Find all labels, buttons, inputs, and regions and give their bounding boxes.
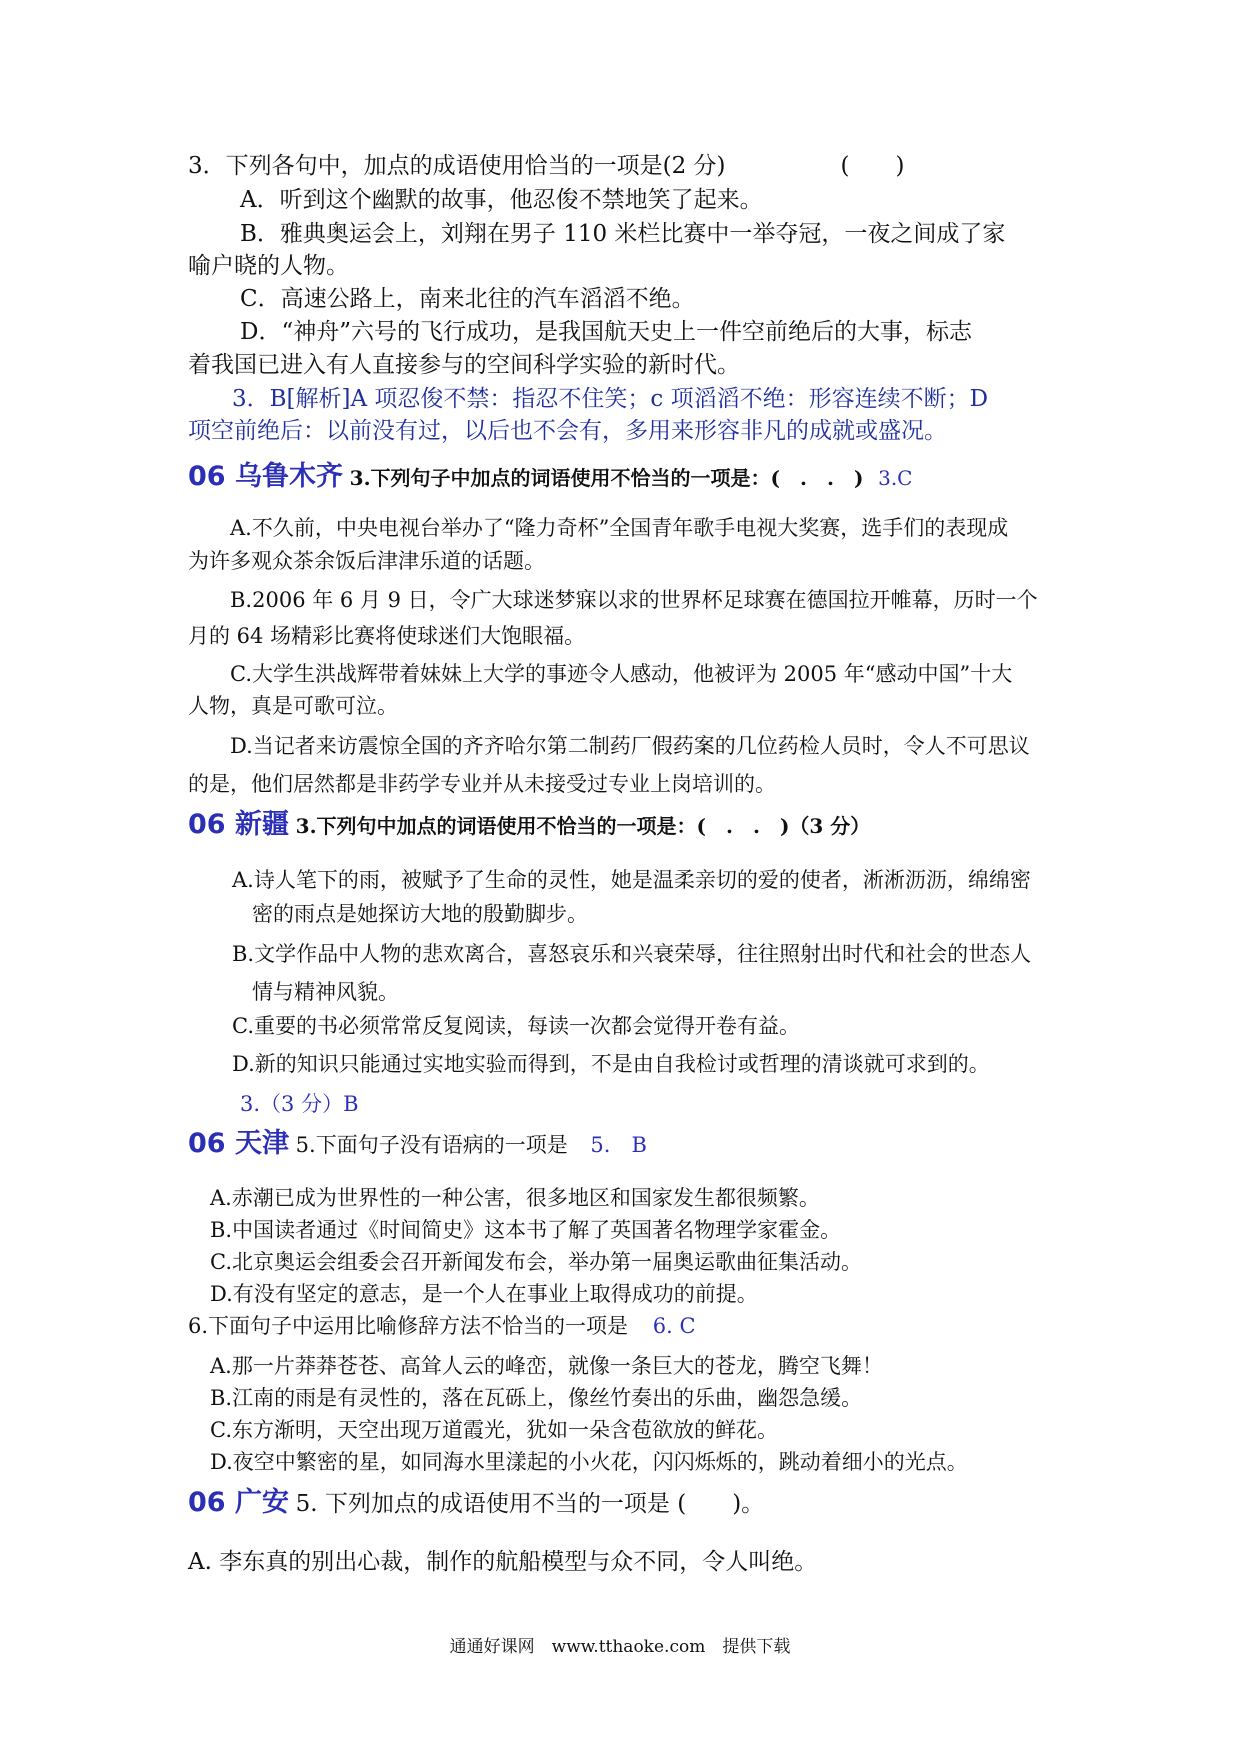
tianjin-q5-option-c: C.北京奥运会组委会召开新闻发布会，举办第一届奥运歌曲征集活动。	[210, 1250, 862, 1274]
tianjin-q6-header	[188, 1312, 696, 1340]
q3-option-d-line2: 着我国已进入有人直接参与的空间科学实验的新时代。	[188, 352, 740, 378]
q3-explanation-line1: 3．B[解析]A 项忍俊不禁：指忍不住笑；c 项滔滔不绝：形容连续不断；D	[232, 386, 989, 412]
urumqi-option-d-line1: D.当记者来访震惊全国的齐齐哈尔第二制药厂假药案的几位药检人员时，令人不可思议	[230, 734, 1030, 758]
xinjiang-option-a-line1: A.诗人笔下的雨，被赋予了生命的灵性，她是温柔亲切的爱的使者，淅淅沥沥，绵绵密	[232, 868, 1031, 892]
question-stem: 6.下面句子中运用比喻修辞方法不恰当的一项是	[188, 1314, 629, 1338]
urumqi-option-a-line2: 为许多观众茶余饭后津津乐道的话题。	[188, 549, 545, 573]
question-stem: 3.下列句子中加点的词语使用不恰当的一项是：( . . )	[349, 466, 864, 490]
tianjin-q5-option-b: B.中国读者通过《时间简史》这本书了解了英国著名物理学家霍金。	[210, 1218, 842, 1242]
q3-explanation-line2: 项空前绝后：以前没有过，以后也不会有，多用来形容非凡的成就或盛况。	[188, 418, 947, 444]
tianjin-q6-option-b: B.江南的雨是有灵性的，落在瓦砾上，像丝竹奏出的乐曲，幽怨急缓。	[210, 1386, 863, 1410]
region-title: 06 天津	[188, 1128, 289, 1159]
urumqi-option-c-line2: 人物，真是可歌可泣。	[188, 694, 398, 718]
page-footer: 通通好课网 www.tthaoke.com 提供下载	[449, 1637, 791, 1657]
tianjin-q5-option-d: D.有没有坚定的意志，是一个人在事业上取得成功的前提。	[210, 1282, 758, 1306]
tianjin-header	[188, 1125, 647, 1164]
q3-option-b-line1: B．雅典奥运会上，刘翔在男子 110 米栏比赛中一举夺冠，一夜之间成了家	[240, 221, 1006, 247]
xinjiang-option-d: D.新的知识只能通过实地实验而得到，不是由自我检讨或哲理的清谈就可求到的。	[232, 1052, 990, 1076]
region-title: 06 新疆	[188, 809, 289, 840]
urumqi-option-c-line1: C.大学生洪战辉带着妹妹上大学的事迹令人感动，他被评为 2005 年“感动中国”十大	[230, 662, 1013, 686]
xinjiang-answer: 3.（3 分）B	[240, 1092, 359, 1116]
q3-option-b-line2: 喻户晓的人物。	[188, 253, 349, 279]
tianjin-q5-option-a: A.赤潮已成为世界性的一种公害，很多地区和国家发生都很频繁。	[210, 1186, 820, 1210]
answer: 3.C	[878, 466, 913, 490]
xinjiang-option-c: C.重要的书必须常常反复阅读，每读一次都会觉得开卷有益。	[232, 1014, 800, 1038]
xinjiang-option-b-line2: 情与精神风貌。	[252, 980, 399, 1004]
urumqi-option-b-line1: B.2006 年 6 月 9 日，令广大球迷梦寐以求的世界杯足球赛在德国拉开帷幕，历时一个	[230, 588, 1038, 612]
tianjin-q6-option-c: C.东方渐明，天空出现万道霞光，犹如一朵含苞欲放的鲜花。	[210, 1418, 778, 1442]
guangan-header	[188, 1484, 764, 1523]
question-stem: 5.下面句子没有语病的一项是	[295, 1133, 568, 1157]
question-stem: 5. 下列加点的成语使用不当的一项是 ( )。	[295, 1491, 765, 1517]
urumqi-option-b-line2: 月的 64 场精彩比赛将使球迷们大饱眼福。	[188, 624, 586, 648]
urumqi-header	[188, 458, 912, 497]
tianjin-q6-option-d: D.夜空中繁密的星，如同海水里漾起的小火花，闪闪烁烁的，跳动着细小的光点。	[210, 1450, 968, 1474]
xinjiang-option-a-line2: 密的雨点是她探访大地的殷勤脚步。	[252, 902, 588, 926]
q3-option-d-line1: D．“神舟”六号的飞行成功，是我国航天史上一件空前绝后的大事，标志	[240, 319, 972, 345]
question-stem: 3.下列句中加点的词语使用不恰当的一项是：( . . )（3 分）	[295, 814, 871, 838]
tianjin-q6-option-a: A.那一片莽莽苍苍、高耸人云的峰峦，就像一条巨大的苍龙，腾空飞舞！	[210, 1354, 883, 1378]
region-title: 06 乌鲁木齐	[188, 461, 343, 492]
xinjiang-option-b-line1: B.文学作品中人物的悲欢离合，喜怒哀乐和兴衰荣辱，往往照射出时代和社会的世态人	[232, 942, 1032, 966]
q3-stem: 3．下列各句中，加点的成语使用恰当的一项是(2 分) ( )	[188, 153, 905, 179]
urumqi-option-a-line1: A.不久前，中央电视台举办了“隆力奇杯”全国青年歌手电视大奖赛，选手们的表现成	[230, 516, 1009, 540]
q3-option-a: A．听到这个幽默的故事，他忍俊不禁地笑了起来。	[240, 187, 763, 213]
region-title: 06 广安	[188, 1487, 289, 1518]
answer: 5. B	[590, 1133, 647, 1157]
xinjiang-header	[188, 806, 870, 845]
answer: 6. C	[652, 1314, 696, 1338]
urumqi-option-d-line2: 的是，他们居然都是非药学专业并从未接受过专业上岗培训的。	[188, 772, 776, 796]
guangan-option-a: A. 李东真的别出心裁，制作的航船模型与众不同，令人叫绝。	[188, 1549, 818, 1575]
q3-option-c: C．高速公路上，南来北往的汽车滔滔不绝。	[240, 286, 695, 312]
